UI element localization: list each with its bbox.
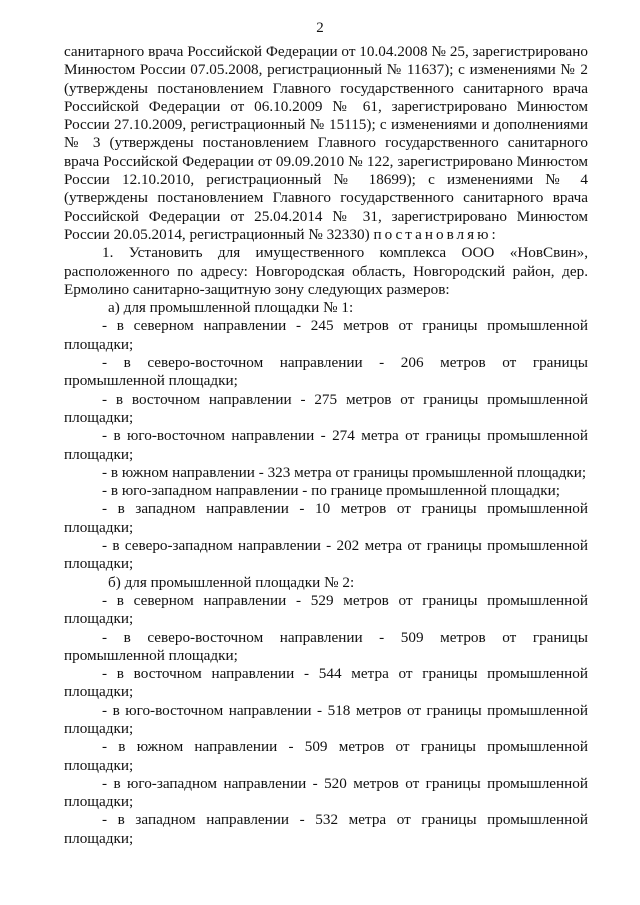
site-2-item: - в восточном направлении - 544 метра от границы промышленной площадки; — [64, 665, 588, 701]
site-1-item: - в восточном направлении - 275 метров от границы промышленной площадки; — [64, 390, 588, 426]
document-body — [64, 43, 588, 848]
site-2-heading: б) для промышленной площадки № 2: — [108, 573, 355, 591]
resolution-word: постановляю: — [373, 225, 499, 243]
site-1-item: - в северо-западном направлении - 202 метра от границы промышленной площадки; — [64, 537, 588, 573]
site-1-item: - в южном направлении - 323 метра от границы промышленной площадки; — [102, 463, 587, 481]
site-2-item: - в южном направлении - 509 метров от границы промышленной площадки; — [64, 738, 588, 774]
site-1-heading: а) для промышленной площадки № 1: — [108, 299, 354, 317]
site-1-item: - в юго-западном направлении - по границе промышленной площадки; — [102, 482, 560, 500]
site-1-item: - в северо-восточном направлении - 206 метров от границы промышленной площадки; — [64, 354, 588, 390]
site-2-item: - в северном направлении - 529 метров от границы промышленной площадки; — [64, 591, 588, 628]
clause-1: 1. Установить для имущественного комплекса ООО «НовСвин», расположенного по адресу: Новгородская область, Новгородский район, дер. Ермолино санитарно-защитную зону следующих размеров: — [64, 244, 588, 298]
page-number: 2 — [316, 20, 324, 36]
intro-paragraph — [64, 43, 588, 244]
site-2-item: - в северо-восточном направлении - 509 метров от границы промышленной площадки; — [64, 628, 588, 664]
site-2-item: - в юго-западном направлении - 520 метров от границы промышленной площадки; — [64, 774, 588, 811]
site-1-item: - в западном направлении - 10 метров от границы промышленной площадки; — [64, 500, 588, 536]
site-2-item: - в юго-восточном направлении - 518 метров от границы промышленной площадки; — [64, 701, 588, 737]
intro-text: санитарного врача Российской Федерации от 10.04.2008 № 25, зарегистрировано Минюстом России 07.05.2008, регистрационный № 11637); с изменениями № 2 (утверждены постановлением Главного государственного санитарного врача Российской Федерации от 06.10.2009 № 61, зарегистрировано Минюстом России 27.10.2009, регистрационный № 15115); с изменениями и дополнениями № 3 (утверждены постановлением Главного государственного санитарного врача Российской Федерации от 09.09.2010 № 122, зарегистрировано Минюстом России 12.10.2010, регистрационный № 18699); с изменениями № 4 (утверждены постановлением Главного государственного санитарного врача Российской Федерации от 25.04.2014 № 31, зарегистрировано Минюстом России 20.05.2014, регистрационный № 32330) — [64, 43, 588, 243]
site-1-item: - в юго-восточном направлении - 274 метра от границы промышленной площадки; — [64, 427, 588, 463]
site-2-item: - в западном направлении - 532 метра от границы промышленной площадки; — [64, 811, 588, 847]
site-1-item: - в северном направлении - 245 метров от границы промышленной площадки; — [64, 317, 588, 353]
